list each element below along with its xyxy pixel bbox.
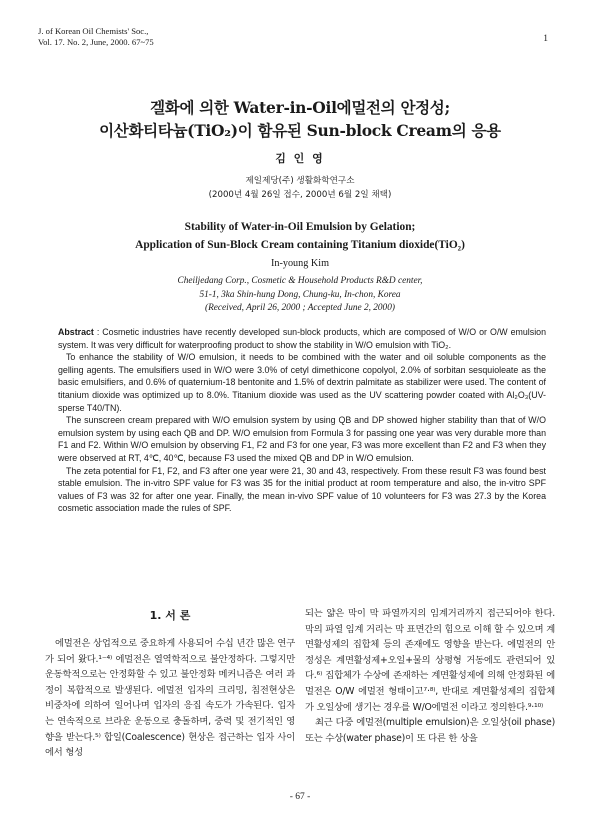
korean-title-line-2: 이산화티타늄(TiO₂)이 함유된 Sun-block Cream의 응용 xyxy=(99,121,501,140)
page-number: 1 xyxy=(543,34,548,44)
english-author: In-young Kim xyxy=(270,258,329,269)
english-title-line-1: Stability of Water-in-Oil Emulsion by Gelation; xyxy=(184,221,416,233)
korean-affiliation xyxy=(0,174,600,202)
body-paragraph: 최근 다중 에멀전(multiple emulsion)은 오일상(oil phase) 또는 수상(water phase)이 또 다른 한 상을 xyxy=(305,717,555,744)
journal-citation xyxy=(38,26,154,48)
abstract xyxy=(58,326,546,515)
abstract-paragraph-4: The zeta potential for F1, F2, and F3 after one year were 21, 30 and 43, respectively. From these result F3 was found best stable emulsion. The in-vitro SPF value for F3 was 35 for the initial product at room temperature and also, the in-vitro SPF values of F3 was 32 for after one year. Finally, the mean in-vivo SPF value of 10 volunteers for F3 was 27.3 by the Korea cosmetic association made the rules of SPF. xyxy=(58,465,546,514)
english-affil-line-1: Cheiljedang Corp., Cosmetic & Household Products R&D center, xyxy=(177,276,423,286)
section-heading-introduction: 1. 서 론 xyxy=(149,609,191,622)
body-paragraph: 되는 얇은 막이 막 파열까지의 임계거리까지 접근되어야 한다. 막의 파열 임계 거리는 막 표면간의 힘으로 이해 할 수 있으며 계면활성제의 집합체 등의 존재에도 영향을 받는다. 에멀전의 안정성은 계면활성제+오일+물의 상평형 거동에도 관련되어 있다.⁶⁾ 집합체가 수상에 존재하는 계면활성제에 의해 안정화된 에멀전은 O/W 에멀전 형태이고⁷·⁸⁾, 반대로 계면활성제의 집합체가 오일상에 생기는 경우를 W/O에멀전 이라고 정의한다.⁹·¹⁰⁾ xyxy=(305,608,555,713)
footer-page-number: - 67 - xyxy=(289,792,311,802)
english-title-line-2: Application of Sun-Block Cream containing Titanium dioxide(TiO₂) xyxy=(135,239,465,251)
korean-affiliation-name: 제일제당(주) 생활화학연구소 xyxy=(245,176,355,186)
journal-line-1: J. of Korean Oil Chemists' Soc., xyxy=(38,26,149,36)
abstract-paragraph-2: To enhance the stability of W/O emulsion, it needs to be combined with the water and oil soluble components as the gelling agents. The emulsifiers used in W/O were 3.0% of cetyl dimethicone copolyol, 2.0% of sorbitan sesquioleate as the basic emulsifiers, and 0.6% of quaternium-18 bentonite and 1.5% of dextrin palmitate as stabilizer were used. The content of titanium dioxide was optimized up to 8.0%. Titanium dioxide was used as the UV scattering powder coated with Al₂O₃(UV-sperse T40/TN). xyxy=(58,352,546,413)
abstract-paragraph-1 xyxy=(58,326,546,351)
body-paragraph: 에멀전은 상업적으로 중요하게 사용되어 수십 년간 많은 연구가 되어 왔다.¹⁻⁴⁾ 에멀전은 열역학적으로 불안정하다. 그렇지만 운동학적으로는 안정화할 수 있고 불안정화 메커니즘은 여러 과정이 복합적으로 발생된다. 에멀전 입자의 크리밍, 침전현상은 비중차에 의하여 일어나며 입자의 응집 속도가 가속된다. 입자는 연속적으로 브라운 운동으로 충돌하며, 중력 및 전기적인 영향을 받는다.⁵⁾ 합일(Coalescence) 현상은 접근하는 입자 사이에서 형성 xyxy=(45,638,295,759)
abstract-paragraph-3: The sunscreen cream prepared with W/O emulsion system by using QB and DP showed higher stability than that of W/O emulsion system by using each QB and DP. W/O emulsion from Formula 3 for passing one year was very durable more than F1 and F2. Within W/O emulsion by observing F1, F2 and F3 for one year, F3 was more excellent than F2 and F3 when they were observed at RT, 4℃, 40℃, because F3 used the mixed QB and DP in W/O emulsion. xyxy=(58,415,546,463)
english-affil-line-2: 51-1, 3ka Shin-hung Dong, Chung-ku, In-chon, Korea xyxy=(199,289,401,300)
body-column-left xyxy=(45,636,295,761)
english-affiliation xyxy=(0,275,600,316)
korean-author: 김 인 영 xyxy=(275,152,325,165)
korean-title-line-1: 겔화에 의한 Water-in-Oil에멀전의 안정성; xyxy=(150,98,450,117)
journal-line-2: Vol. 17. No. 2, June, 2000. 67~75 xyxy=(38,37,154,47)
abstract-label: Abstract xyxy=(58,327,94,337)
english-title xyxy=(0,218,600,254)
korean-received-date: (2000년 4월 26일 접수, 2000년 6월 2일 채택) xyxy=(208,190,392,200)
abstract-text-1: : Cosmetic industries have recently developed sun-block products, which are composed of W/O or O/W emulsion system. It was very difficult for waterproofing product to show the stability in W/O emulsion with TiO₂. xyxy=(58,327,546,350)
body-column-right xyxy=(305,606,555,746)
korean-title xyxy=(0,96,600,142)
english-received-date: (Received, April 26, 2000 ; Accepted June 2, 2000) xyxy=(205,303,395,313)
